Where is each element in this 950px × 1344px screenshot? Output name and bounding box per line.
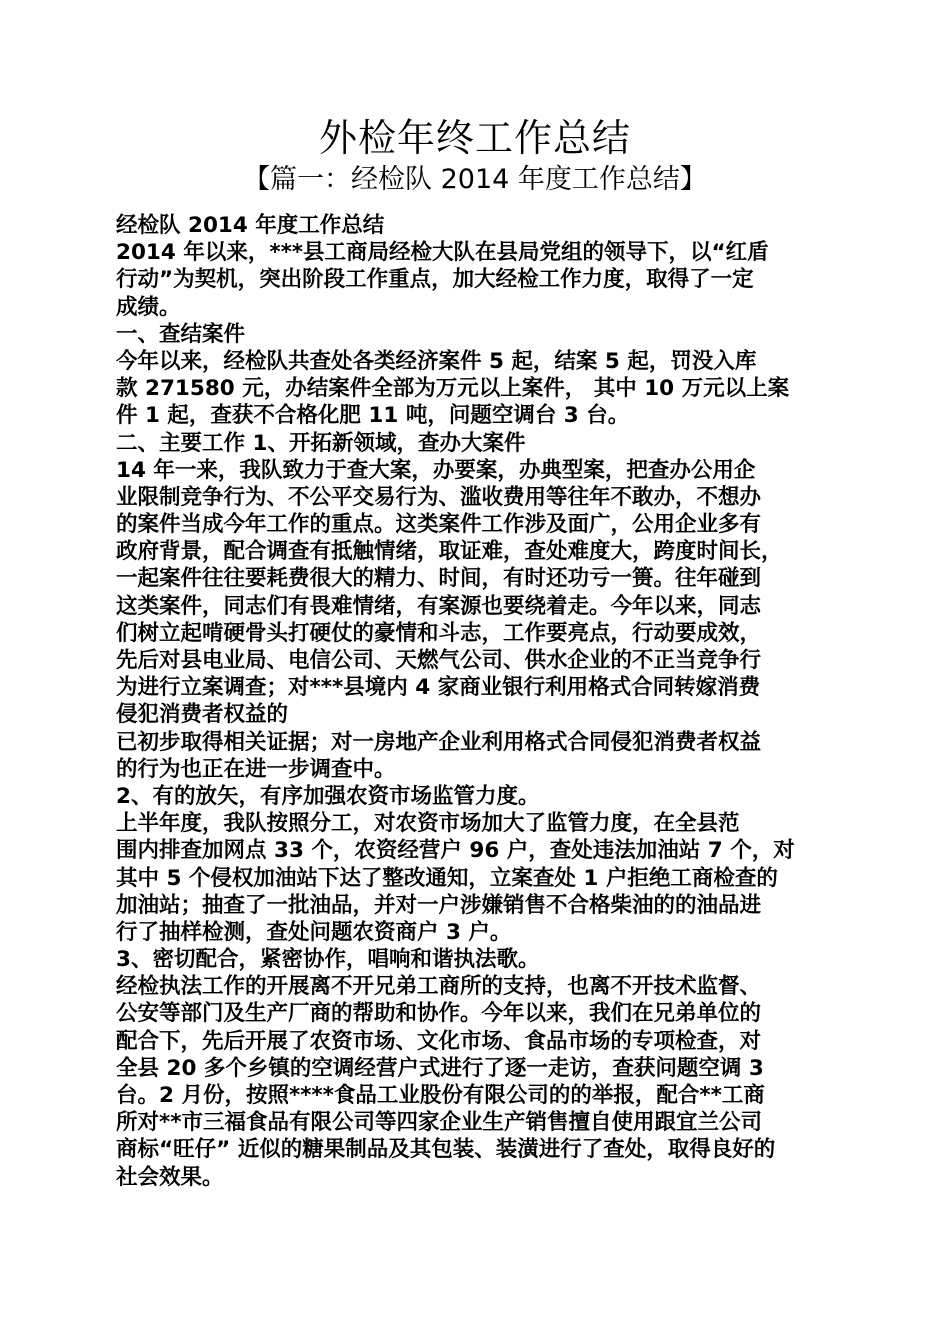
body-text-line: 其中 5 个侵权加油站下达了整改通知，立案查处 1 户拒绝工商检查的 — [116, 865, 778, 891]
body-text-line: 业限制竞争行为、不公平交易行为、滥收费用等往年不敢办，不想办 — [116, 484, 762, 510]
body-text-line: 所对**市三福食品有限公司等四家企业生产销售擅自使用跟宜兰公司 — [116, 1110, 762, 1136]
body-text-line: 围内排查加网点 33 个，农资经营户 96 户，查处违法加油站 7 个，对 — [116, 838, 795, 864]
body-text-line: 经检队 2014 年度工作总结 — [116, 213, 385, 238]
body-text-line: 一、查结案件 — [116, 321, 246, 347]
body-text-line: 件 1 起，查获不合格化肥 11 吨，问题空调台 3 台。 — [116, 403, 630, 429]
document-title: 外检年终工作总结 — [318, 116, 631, 160]
body-text-line: 社会效果。 — [116, 1164, 224, 1190]
body-text-line: 行动”为契机，突出阶段工作重点，加大经检工作力度，取得了一定 — [116, 267, 754, 293]
body-text-line: 的行为也正在进一步调查中。 — [116, 756, 396, 782]
body-text-line: 已初步取得相关证据；对一房地产企业利用格式合同侵犯消费者权益 — [116, 729, 762, 755]
body-text-line: 经检执法工作的开展离不开兄弟工商所的支持，也离不开技术监督、 — [116, 974, 762, 1000]
body-text-line: 款 271580 元，办结案件全部为万元以上案件， 其中 10 万元以上案 — [116, 376, 790, 402]
document-subtitle: 【篇一：经检队 2014 年度工作总结】 — [243, 164, 707, 195]
body-text-line: 上半年度，我队按照分工，对农资市场加大了监管力度，在全县范 — [116, 811, 740, 837]
body-text-line: 行了抽样检测，查处问题农资商户 3 户。 — [116, 919, 512, 945]
body-text-line: 全县 20 多个乡镇的空调经营户式进行了逐一走访，查获问题空调 3 — [116, 1055, 764, 1081]
body-text-line: 这类案件，同志们有畏难情绪，有案源也要绕着走。今年以来，同志 — [116, 593, 762, 619]
body-text-line: 加油站；抽查了一批油品，并对一户涉嫌销售不合格柴油的的油品进 — [116, 892, 762, 918]
body-text-line: 台。2 月份，按照****食品工业股份有限公司的的举报，配合**工商 — [116, 1083, 765, 1108]
body-text-line: 侵犯消费者权益的 — [116, 702, 289, 728]
body-text-line: 先后对县电业局、电信公司、天燃气公司、供水企业的不正当竞争行 — [116, 648, 762, 673]
body-text-line: 商标“旺仔” 近似的糖果制品及其包装、装潢进行了查处，取得良好的 — [116, 1137, 776, 1163]
body-text-line: 们树立起啃硬骨头打硬仗的豪情和斗志，工作要亮点，行动要成效， — [116, 620, 762, 646]
body-text-line: 配合下，先后开展了农资市场、文化市场、食品市场的专项检查，对 — [116, 1028, 762, 1054]
body-text-line: 成绩。 — [116, 294, 181, 320]
body-text-line: 的案件当成今年工作的重点。这类案件工作涉及面广，公用企业多有 — [116, 512, 762, 538]
body-text-line: 3、密切配合，紧密协作，唱响和谐执法歌。 — [116, 947, 540, 973]
body-text-line: 二、主要工作 1、开拓新领域，查办大案件 — [116, 430, 526, 456]
body-text-line: 2014 年以来，***县工商局经检大队在县局党组的领导下，以“红盾 — [116, 240, 769, 266]
body-text-line: 公安等部门及生产厂商的帮助和协作。今年以来，我们在兄弟单位的 — [116, 1001, 762, 1027]
body-text-line: 2、有的放矢，有序加强农资市场监管力度。 — [116, 783, 540, 809]
body-text-line: 为进行立案调查；对***县境内 4 家商业银行利用格式合同转嫁消费 — [116, 675, 761, 701]
body-text-line: 14 年一来，我队致力于查大案，办要案，办典型案，把查办公用企 — [116, 457, 756, 483]
body-text-line: 政府背景，配合调查有抵触情绪，取证难，查处难度大，跨度时间长， — [116, 539, 783, 565]
body-text-line: 今年以来，经检队共查处各类经济案件 5 起，结案 5 起，罚没入库 — [116, 348, 757, 374]
document-body — [116, 212, 838, 1191]
body-text-line: 一起案件往往要耗费很大的精力、时间，有时还功亏一篑。往年碰到 — [116, 566, 762, 592]
